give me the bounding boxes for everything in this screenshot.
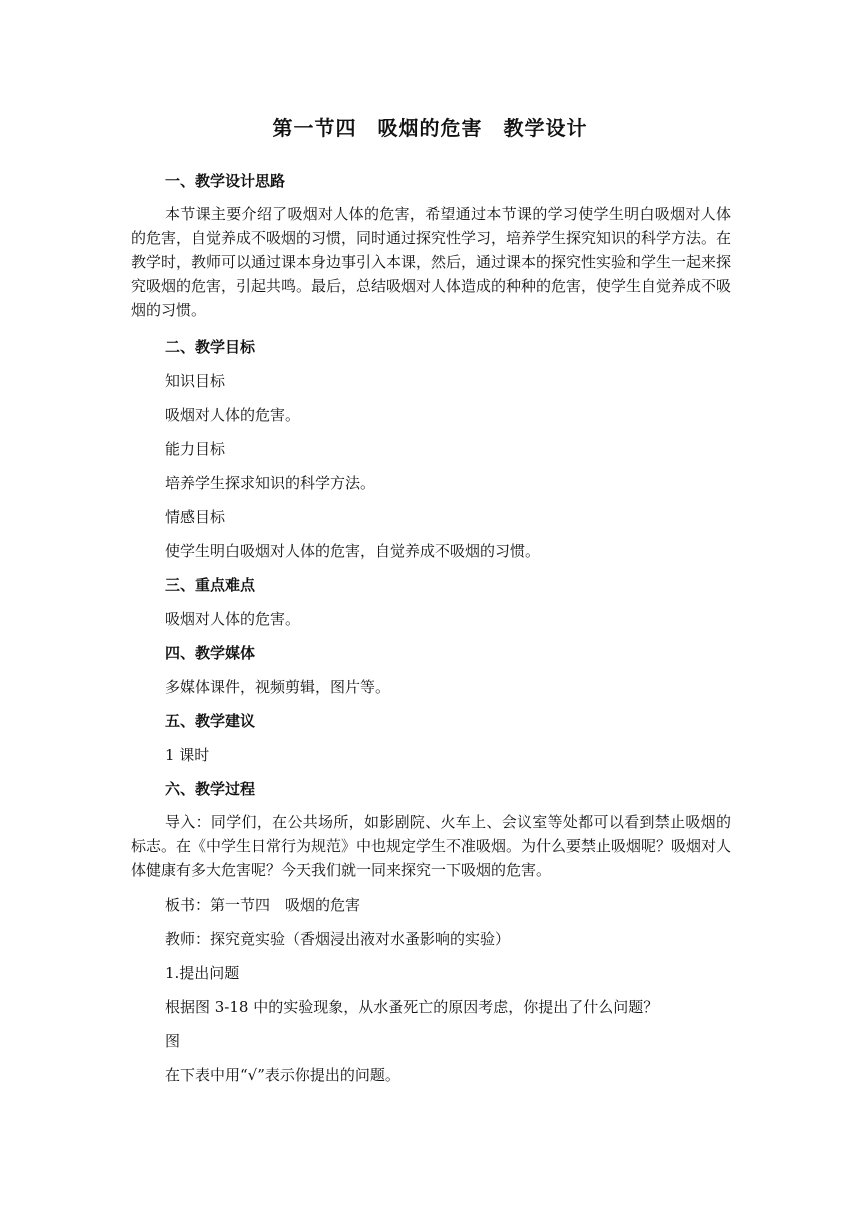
section-heading-media: 四、教学媒体 xyxy=(165,644,256,662)
question-text: 根据图 3-18 中的实验现象，从水蚤死亡的原因考虑，你提出了什么问题？ xyxy=(165,998,659,1016)
page-title: 第一节四 吸烟的危害 教学设计 xyxy=(272,116,588,140)
teacher-line: 教师：探究竟实验（香烟浸出液对水蚤影响的实验） xyxy=(165,930,511,948)
document-body xyxy=(0,168,860,1088)
section-heading-suggestion: 五、教学建议 xyxy=(165,712,256,730)
suggestion-text: 1 课时 xyxy=(165,746,210,764)
ability-goal-text: 培养学生探求知识的科学方法。 xyxy=(165,474,376,492)
design-idea-paragraph: 本节课主要介绍了吸烟对人体的危害，希望通过本节课的学习使学生明白吸烟对人体的危害，自觉养成不吸烟的习惯，同时通过探究性学习，培养学生探究知识的科学方法。在教学时，教师可以通过课本身边事引入本课，然后，通过课本的探究性实验和学生一起来探究吸烟的危害，引起共鸣。最后，总结吸烟对人体造成的种种的危害，使学生自觉养成不吸烟的习惯。 xyxy=(131,205,732,319)
section-heading-design-idea: 一、教学设计思路 xyxy=(165,172,286,190)
table-hint: 在下表中用“√”表示你提出的问题。 xyxy=(165,1066,400,1084)
section-heading-key-points: 三、重点难点 xyxy=(165,576,256,594)
knowledge-goal-text: 吸烟对人体的危害。 xyxy=(165,406,301,424)
media-text: 多媒体课件，视频剪辑，图片等。 xyxy=(165,678,391,696)
emotion-goal-label: 情感目标 xyxy=(165,508,226,526)
step-raise-question: 1.提出问题 xyxy=(165,964,240,982)
key-points-text: 吸烟对人体的危害。 xyxy=(165,610,301,628)
section-heading-process: 六、教学过程 xyxy=(165,780,256,798)
intro-paragraph: 导入：同学们，在公共场所，如影剧院、火车上、会议室等处都可以看到禁止吸烟的标志。在《中学生日常行为规范》中也规定学生不准吸烟。为什么要禁止吸烟呢？吸烟对人体健康有多大危害呢？今天我们就一同来探究一下吸烟的危害。 xyxy=(131,813,732,879)
section-heading-goals: 二、教学目标 xyxy=(165,338,256,356)
board-writing: 板书：第一节四 吸烟的危害 xyxy=(165,896,361,914)
knowledge-goal-label: 知识目标 xyxy=(165,372,226,390)
ability-goal-label: 能力目标 xyxy=(165,440,226,458)
emotion-goal-text: 使学生明白吸烟对人体的危害，自觉养成不吸烟的习惯。 xyxy=(165,542,541,560)
figure-placeholder: 图 xyxy=(165,1032,181,1050)
